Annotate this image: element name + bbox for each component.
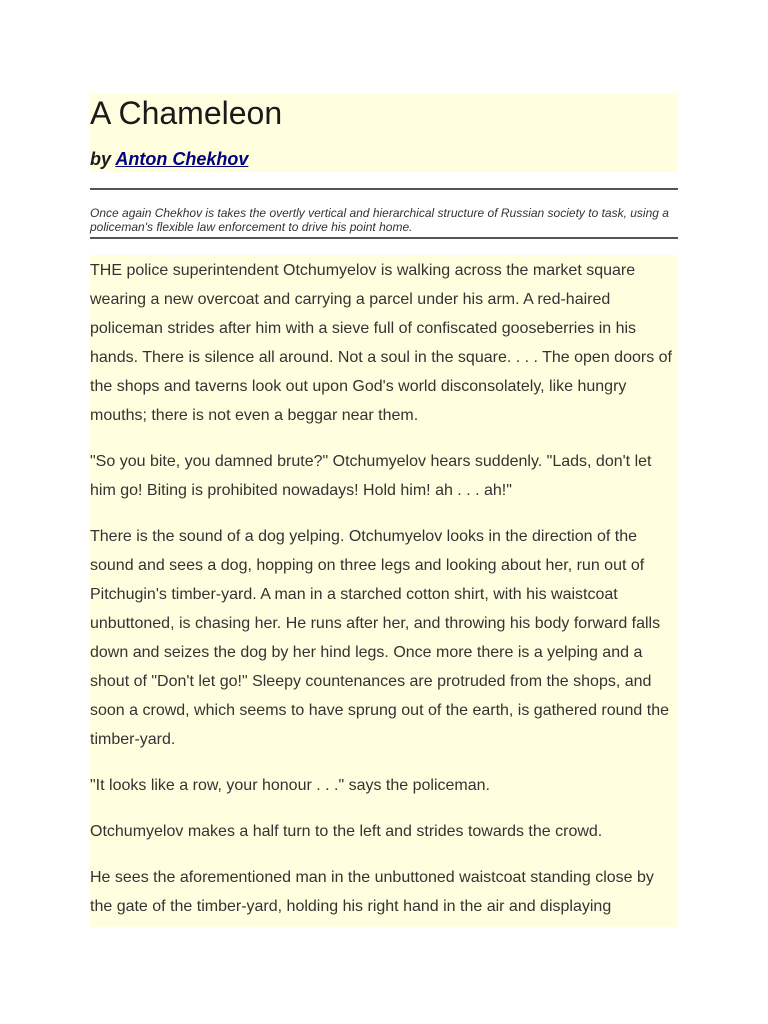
byline: [90, 149, 248, 170]
story-paragraph: "So you bite, you damned brute?" Otchumyelov hears suddenly. "Lads, don't let him go! Biting is prohibited nowadays! Hold him! ah . . . ah!": [90, 453, 652, 499]
story-paragraph: There is the sound of a dog yelping. Otchumyelov looks in the direction of the sound and sees a dog, hopping on three legs and looking about her, run out of Pitchugin's timber-yard. A man in a starched cotton shirt, with his waistcoat unbuttoned, is chasing her. He runs after her, and throwing his body forward falls down and seizes the dog by her hind legs. Once more there is a yelping and a shout of "Don't let go!" Sleepy countenances are protruded from the shops, and soon a crowd, which seems to have sprung out of the earth, is gathered round the timber-yard.: [90, 528, 670, 748]
story-paragraph: "It looks like a row, your honour . . ." says the policeman.: [90, 777, 490, 794]
document-page: [90, 93, 678, 915]
story-paragraph: He sees the aforementioned man in the unbuttoned waistcoat standing close by the gate of the timber-yard, holding his right hand in the air and displaying: [90, 869, 654, 915]
divider-bottom: [90, 237, 678, 239]
author-link[interactable]: Anton Chekhov: [115, 149, 249, 169]
by-label: by: [90, 149, 112, 169]
divider-top: [90, 188, 678, 190]
story-body: [90, 255, 678, 927]
story-paragraph: Otchumyelov makes a half turn to the left and strides towards the crowd.: [90, 823, 603, 840]
story-paragraph: THE police superintendent Otchumyelov is walking across the market square wearing a new overcoat and carrying a parcel under his arm. A red-haired policeman strides after him with a sieve full of confiscated gooseberries in his hands. There is silence all around. Not a soul in the square. . . . The open doors of the shops and taverns look out upon God's world disconsolately, like hungry mouths; there is not even a beggar near them.: [90, 262, 672, 424]
title-block: [90, 93, 678, 172]
page-title: A Chameleon: [90, 95, 283, 131]
story-summary: Once again Chekhov is takes the overtly vertical and hierarchical structure of Russian society to task, using a policeman's flexible law enforcement to drive his point home.: [90, 206, 669, 234]
